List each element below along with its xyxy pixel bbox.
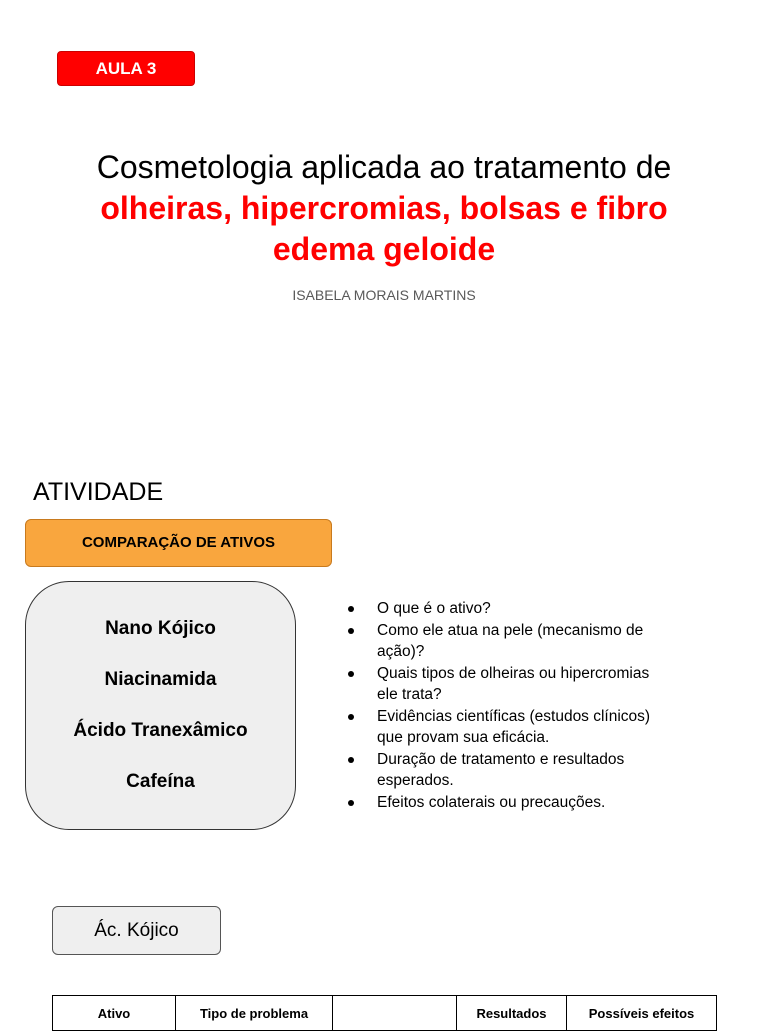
section-heading: ATIVIDADE — [33, 478, 164, 506]
bullet-icon — [348, 606, 354, 612]
question-text: Efeitos colaterais ou precauções. — [377, 793, 606, 811]
column-header-empty — [333, 996, 457, 1031]
question-text-cont: ele trata? — [377, 686, 442, 703]
comparison-table — [52, 995, 716, 1031]
page-title — [40, 146, 728, 270]
comparison-banner: COMPARAÇÃO DE ATIVOS — [25, 519, 332, 567]
question-text-cont: que provam sua eficácia. — [377, 729, 550, 746]
list-item — [338, 706, 718, 749]
bullet-icon — [348, 757, 354, 763]
title-line-2: olheiras, hipercromias, bolsas e fibro — [100, 190, 668, 226]
list-item — [338, 598, 718, 620]
bullet-icon — [348, 671, 354, 677]
bullet-icon — [348, 800, 354, 806]
question-text: Duração de tratamento e resultados — [377, 750, 625, 768]
list-item — [338, 749, 718, 792]
column-header-ativo: Ativo — [53, 996, 176, 1031]
table-header-row — [53, 996, 717, 1031]
question-list — [338, 598, 718, 813]
column-header-resultados: Resultados — [457, 996, 567, 1031]
title-line-1: Cosmetologia aplicada ao tratamento de — [96, 149, 672, 185]
question-text-cont: ação)? — [377, 643, 425, 660]
question-text: Como ele atua na pele (mecanismo de — [377, 621, 644, 639]
active-item: Nano Kójico — [105, 618, 216, 639]
author-name: ISABELA MORAIS MARTINS — [292, 287, 476, 303]
actives-box — [25, 581, 296, 830]
bullet-icon — [348, 628, 354, 634]
active-item: Cafeína — [126, 771, 195, 792]
question-text: Quais tipos de olheiras ou hipercromias — [377, 664, 650, 682]
active-item: Niacinamida — [104, 669, 217, 690]
list-item — [338, 620, 718, 663]
question-text-cont: esperados. — [377, 772, 454, 789]
bullet-icon — [348, 714, 354, 720]
lesson-badge: AULA 3 — [57, 51, 195, 86]
question-text: Evidências científicas (estudos clínicos) — [377, 707, 651, 725]
question-text: O que é o ativo? — [377, 600, 491, 617]
kojico-tag: Ác. Kójico — [52, 906, 221, 955]
title-line-3: edema geloide — [272, 231, 496, 267]
list-item — [338, 792, 718, 814]
column-header-efeitos: Possíveis efeitos — [567, 996, 717, 1031]
column-header-tipo: Tipo de problema — [176, 996, 333, 1031]
active-item: Ácido Tranexâmico — [73, 720, 248, 741]
list-item — [338, 663, 718, 706]
